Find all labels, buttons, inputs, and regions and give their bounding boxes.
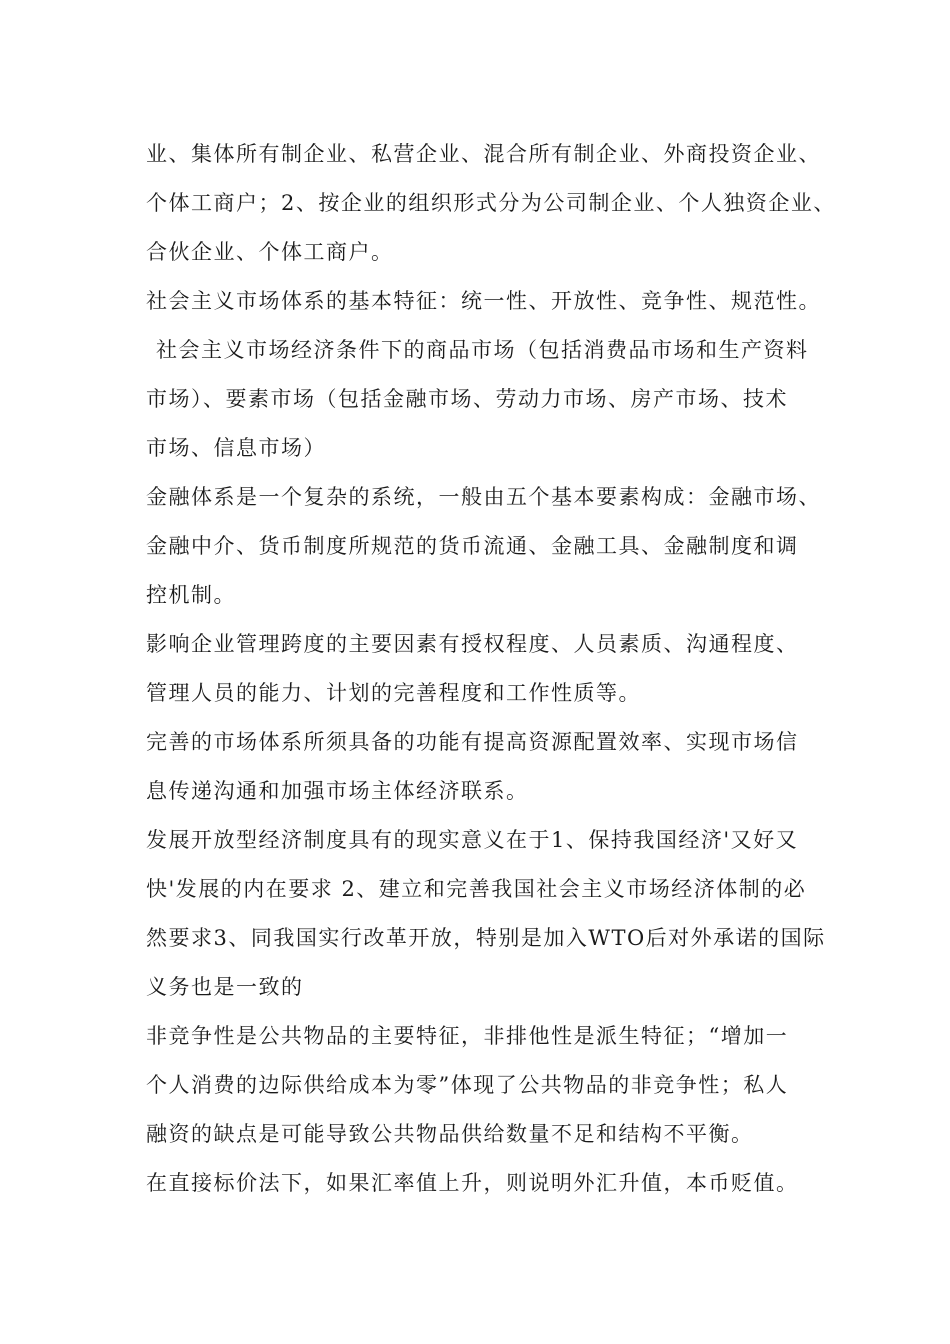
text-line: 然要求3、同我国实行改革开放，特别是加入WTO后对外承诺的国际 xyxy=(146,926,826,950)
text-line: 在直接标价法下，如果汇率值上升，则说明外汇升值，本币贬值。 xyxy=(146,1171,799,1195)
text-line: 社会主义市场体系的基本特征：统一性、开放性、竞争性、规范性。 xyxy=(146,289,821,313)
text-line: 个体工商户；2、按企业的组织形式分为公司制企业、个人独资企业、 xyxy=(146,191,836,215)
text-line: 义务也是一致的 xyxy=(146,975,304,999)
text-line: 个人消费的边际供给成本为零”体现了公共物品的非竞争性；私人 xyxy=(146,1073,789,1097)
text-line: 影响企业管理跨度的主要因素有授权程度、人员素质、沟通程度、 xyxy=(146,632,799,656)
text-line: 金融中介、货币制度所规范的货币流通、金融工具、金融制度和调 xyxy=(146,534,799,558)
text-line: 市场）、要素市场（包括金融市场、劳动力市场、房产市场、技术 xyxy=(146,387,788,411)
text-line: 快'发展的内在要求 2、建立和完善我国社会主义市场经济体制的必 xyxy=(146,877,807,901)
body-text xyxy=(146,130,836,1208)
text-line: 社会主义市场经济条件下的商品市场（包括消费品市场和生产资料 xyxy=(156,338,809,362)
text-line: 完善的市场体系所须具备的功能有提高资源配置效率、实现市场信 xyxy=(146,730,799,754)
text-line: 融资的缺点是可能导致公共物品供给数量不足和结构不平衡。 xyxy=(146,1122,754,1146)
text-line: 发展开放型经济制度具有的现实意义在于1、保持我国经济'又好又 xyxy=(146,828,799,852)
text-line: 控机制。 xyxy=(146,583,236,607)
text-line: 合伙企业、个体工商户。 xyxy=(146,240,394,264)
text-line: 市场、信息市场） xyxy=(146,436,326,460)
text-line: 息传递沟通和加强市场主体经济联系。 xyxy=(146,779,529,803)
text-line: 管理人员的能力、计划的完善程度和工作性质等。 xyxy=(146,681,641,705)
text-line: 业、集体所有制企业、私营企业、混合所有制企业、外商投资企业、 xyxy=(146,142,821,166)
text-line: 非竞争性是公共物品的主要特征，非排他性是派生特征；“增加一 xyxy=(146,1024,789,1048)
text-line: 金融体系是一个复杂的系统，一般由五个基本要素构成：金融市场、 xyxy=(146,485,821,509)
